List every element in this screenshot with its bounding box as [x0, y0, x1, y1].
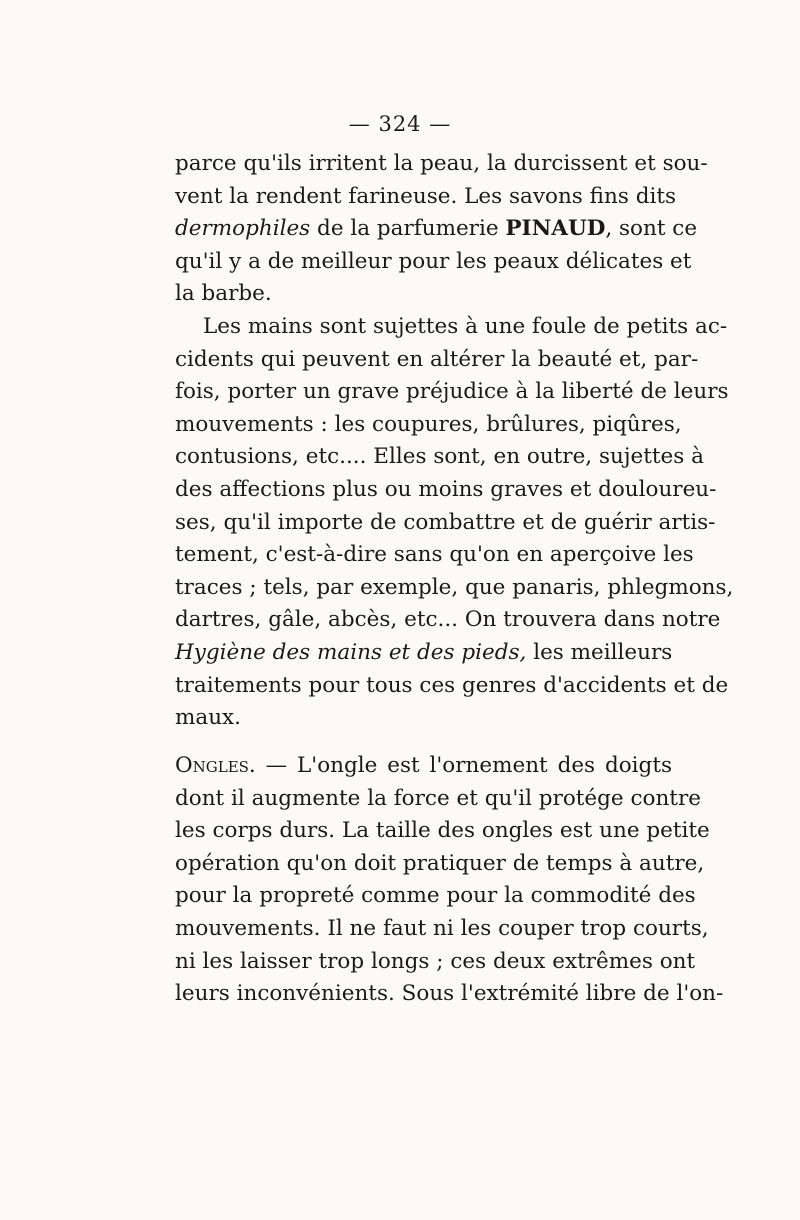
text-fragment: , sont ce [605, 216, 698, 242]
section-heading: Ongles. [175, 753, 256, 778]
text-line: mouvements : les coupures, brûlures, piqûres, [175, 411, 682, 437]
text-line: maux. [175, 705, 242, 731]
book-title: Hygiène des mains et des pieds, [175, 639, 527, 665]
text-line: traitements pour tous ces genres d'accidents et de [175, 672, 729, 698]
text-line: cidents qui peuvent en altérer la beauté et, par- [175, 346, 699, 372]
text-block-bottom [175, 750, 724, 1011]
text-line: dartres, gâle, abcès, etc... On trouvera dans notre [175, 607, 721, 633]
text-line: vent la rendent farineuse. Les savons fins dits [175, 183, 677, 209]
text-line: traces ; tels, par exemple, que panaris, phlegmons, [175, 574, 734, 600]
text-line: tement, c'est-à-dire sans qu'on en aperçoive les [175, 542, 694, 568]
text-block-top [175, 148, 734, 735]
text-fragment: — L'ongle est l'ornement des doigts [255, 753, 672, 778]
text-line: contusions, etc.... Elles sont, en outre, sujettes à [175, 444, 704, 470]
text-line [175, 213, 698, 246]
text-line: parce qu'ils irritent la peau, la durcissent et sou- [175, 151, 708, 176]
text-line: des affections plus ou moins graves et douloureu- [175, 476, 717, 502]
brand-name: PINAUD [505, 216, 606, 242]
text-line [175, 637, 672, 670]
italic-term: dermophiles [175, 216, 311, 242]
text-line: pour la propreté comme pour la commodité des [175, 883, 696, 909]
text-line: opération qu'on doit pratiquer de temps à autre, [175, 850, 705, 876]
text-line: Les mains sont sujettes à une foule de petits ac- [203, 313, 728, 339]
text-line: ses, qu'il importe de combattre et de guérir artis- [175, 509, 716, 535]
text-fragment: de la parfumerie [310, 216, 506, 242]
text-fragment: les meilleurs [526, 639, 673, 665]
text-line: leurs inconvénients. Sous l'extrémité libre de l'on- [175, 981, 724, 1007]
page-number: — 324 — [348, 112, 452, 136]
text-line: la barbe. [175, 281, 272, 307]
text-line: qu'il y a de meilleur pour les peaux délicates et [175, 248, 692, 274]
text-line: mouvements. Il ne faut ni les couper trop courts, [175, 915, 709, 941]
text-line: les corps durs. La taille des ongles est une petite [175, 818, 710, 844]
text-line: ni les laisser trop longs ; ces deux extrêmes ont [175, 948, 696, 974]
text-line: dont il augmente la force et qu'il protége contre [175, 785, 701, 811]
text-line [175, 750, 672, 783]
text-line: fois, porter un grave préjudice à la liberté de leurs [175, 379, 729, 405]
